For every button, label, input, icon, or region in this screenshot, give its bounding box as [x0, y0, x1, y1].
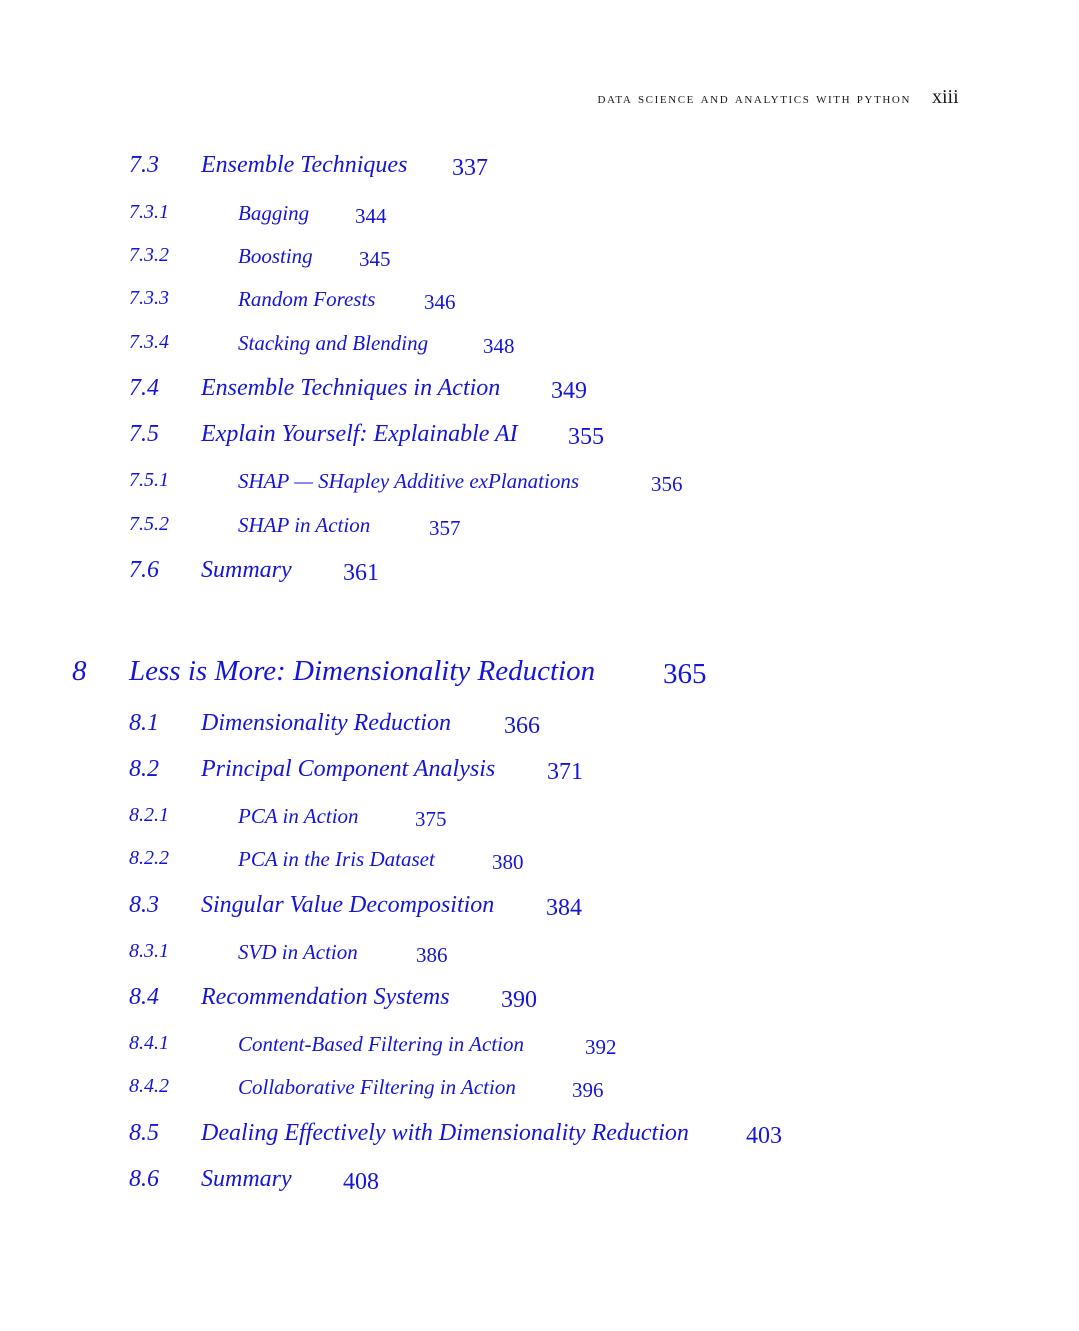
- toc-entry-page: 366: [504, 713, 540, 739]
- toc-entry-page: 392: [585, 1035, 617, 1059]
- toc-entry-title: Less is More: Dimensionality Reduction: [129, 655, 596, 687]
- toc-entry-page: 403: [746, 1123, 782, 1149]
- toc-entry-page: 346: [424, 290, 456, 314]
- toc-entry-title: Summary: [201, 1166, 292, 1192]
- toc-entry-page: 357: [429, 516, 461, 540]
- running-head-title: data science and analytics with python: [597, 90, 911, 107]
- toc-entry-number: 7.3.3: [129, 287, 169, 309]
- toc-entry-title: Dimensionality Reduction: [201, 710, 451, 736]
- toc-entry-number: 7.4: [129, 375, 159, 401]
- toc-entry-title: Recommendation Systems: [201, 984, 450, 1010]
- toc-entry-page: 380: [492, 850, 524, 874]
- toc-entry-page: 386: [416, 943, 448, 967]
- toc-entry-number: 8.2.2: [129, 847, 169, 869]
- toc-entry-number: 8.4: [129, 984, 159, 1010]
- toc-entry-title: SVD in Action: [238, 940, 358, 964]
- toc-entry-number: 8.3: [129, 892, 159, 918]
- toc-entry-page: 344: [355, 204, 387, 228]
- toc-entry-page: 345: [359, 247, 391, 271]
- toc-entry-number: 7.3: [129, 152, 159, 178]
- toc-entry-title: Summary: [201, 557, 292, 583]
- toc-entry-number: 8.1: [129, 710, 159, 736]
- toc-entry-number: 7.3.4: [129, 331, 169, 353]
- toc-entry-number: 8.6: [129, 1166, 159, 1192]
- toc-entry-title: Dealing Effectively with Dimensionality Reduction: [201, 1120, 689, 1146]
- toc-entry-number: 7.5: [129, 421, 159, 447]
- toc-entry-page: 375: [415, 807, 447, 831]
- toc-entry-page: 355: [568, 424, 604, 450]
- toc-entry-title: Random Forests: [238, 287, 376, 311]
- toc-entry-page: 356: [651, 472, 683, 496]
- toc-entry-title: Explain Yourself: Explainable AI: [201, 421, 518, 447]
- toc-entry-number: 7.3.1: [129, 201, 169, 223]
- toc-entry-title: Singular Value Decomposition: [201, 892, 495, 918]
- toc-entry-page: 408: [343, 1169, 379, 1195]
- toc-entry-title: Ensemble Techniques: [201, 152, 408, 178]
- toc-entry-number: 8.4.1: [129, 1032, 169, 1054]
- toc-entry-page: 371: [547, 759, 583, 785]
- toc-entry-page: 365: [663, 658, 707, 690]
- toc-entry-page: 396: [572, 1078, 604, 1102]
- toc-entry-title: Content-Based Filtering in Action: [238, 1032, 524, 1056]
- toc-entry-number: 7.3.2: [129, 244, 169, 266]
- toc-entry-number: 8.2.1: [129, 804, 169, 826]
- toc-entry-title: Stacking and Blending: [238, 331, 429, 355]
- toc-entry-title: Bagging: [238, 201, 310, 225]
- toc-entry-title: SHAP — SHapley Additive exPlanations: [238, 469, 579, 493]
- toc-entry-title: PCA in the Iris Dataset: [238, 847, 435, 871]
- toc-entry-title: Boosting: [238, 244, 313, 268]
- toc-entry-page: 384: [546, 895, 582, 921]
- toc-entry-number: 8.5: [129, 1120, 159, 1146]
- toc-entry-title: Ensemble Techniques in Action: [201, 375, 501, 401]
- toc-entry-number: 8.3.1: [129, 940, 169, 962]
- toc-entry-number: 8: [72, 655, 87, 687]
- toc-entry-page: 361: [343, 560, 379, 586]
- toc-entry-page: 390: [501, 987, 537, 1013]
- toc-entry-page: 348: [483, 334, 515, 358]
- toc-entry-title: SHAP in Action: [238, 513, 371, 537]
- toc-entry-page: 349: [551, 378, 587, 404]
- toc-entry-number: 7.5.1: [129, 469, 169, 491]
- toc-entry-number: 8.4.2: [129, 1075, 169, 1097]
- toc-entry-number: 7.5.2: [129, 513, 169, 535]
- toc-entry-title: Collaborative Filtering in Action: [238, 1075, 516, 1099]
- toc-entry-title: PCA in Action: [238, 804, 359, 828]
- toc-entry-title: Principal Component Analysis: [201, 756, 496, 782]
- toc-entry-page: 337: [452, 155, 488, 181]
- toc-entry-number: 7.6: [129, 557, 159, 583]
- running-head-page-number: xiii: [932, 86, 959, 108]
- toc-entry-number: 8.2: [129, 756, 159, 782]
